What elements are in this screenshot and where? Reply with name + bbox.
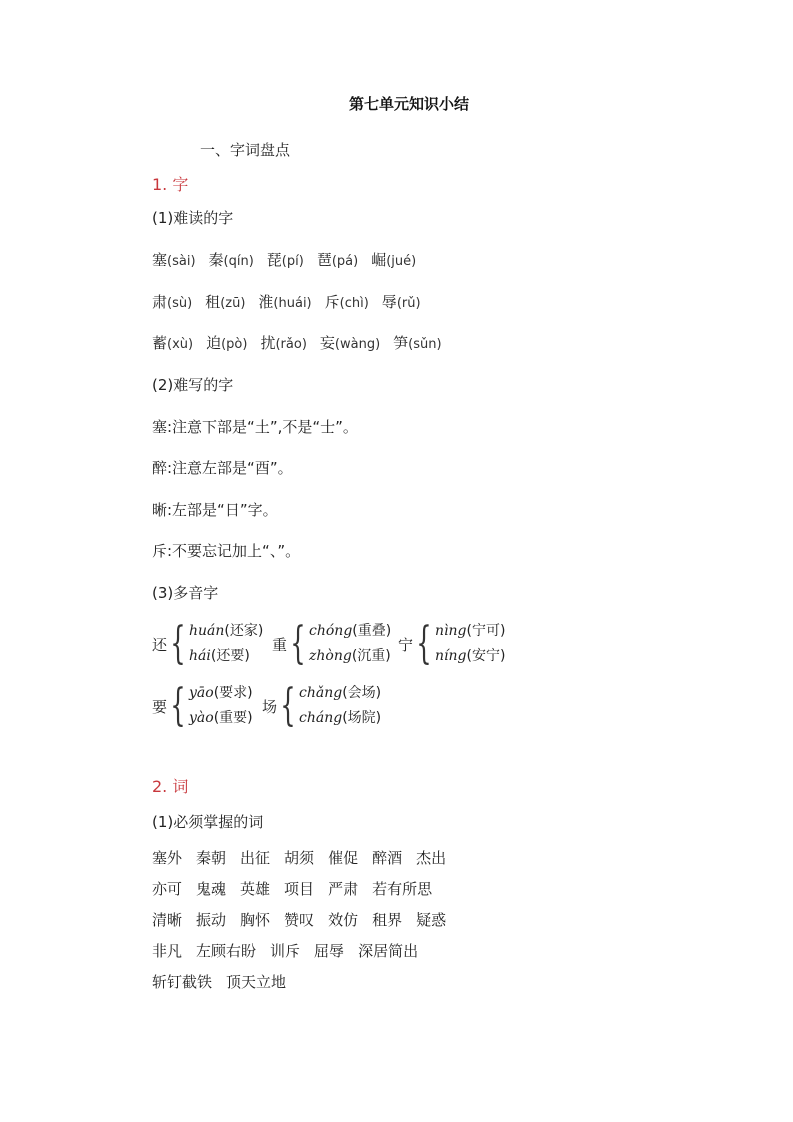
sub-heading-hard-to-write: (2)难写的字 <box>152 376 234 394</box>
polyphone-reading <box>299 706 381 731</box>
pinyin-item <box>260 332 306 353</box>
brace-icon: { <box>416 618 432 669</box>
reading-word: (宁可) <box>466 623 506 639</box>
word-row <box>152 909 460 930</box>
polyphone-reading <box>189 706 253 731</box>
pinyin: (rǔ) <box>396 296 421 311</box>
word-item: 严肃 <box>328 880 359 898</box>
pinyin: (wàng) <box>334 337 381 352</box>
word-item: 杰出 <box>416 849 447 867</box>
pinyin-row <box>152 332 455 353</box>
word-item: 效仿 <box>328 911 359 929</box>
polyphone-group <box>262 681 381 731</box>
reading-pinyin: cháng <box>299 710 343 726</box>
hanzi: 琶 <box>316 251 332 269</box>
polyphone-char: 重 <box>272 635 288 654</box>
reading-pinyin: hái <box>189 648 211 664</box>
reading-pinyin: nìng <box>435 623 467 639</box>
pinyin-item <box>382 291 421 312</box>
hanzi: 蓄 <box>152 334 168 352</box>
reading-pinyin: chǎng <box>299 685 343 701</box>
hanzi: 扰 <box>260 334 276 352</box>
polyphone-reading <box>189 619 263 644</box>
pinyin: (sǔn) <box>408 337 442 352</box>
word-row <box>152 847 460 868</box>
pinyin-item <box>320 332 380 353</box>
polyphone-group <box>398 619 505 669</box>
polyphone-reading <box>189 681 253 706</box>
hanzi: 迫 <box>206 334 222 352</box>
pinyin-item <box>371 249 416 270</box>
word-item: 胸怀 <box>240 911 271 929</box>
word-item: 英雄 <box>240 880 271 898</box>
hanzi: 辱 <box>381 293 397 311</box>
pinyin: (rǎo) <box>275 337 307 352</box>
word-row <box>152 971 300 992</box>
polyphone-reading <box>189 644 263 669</box>
word-item: 出征 <box>240 849 271 867</box>
word-item: 亦可 <box>152 880 183 898</box>
word-item: 屈辱 <box>314 942 345 960</box>
polyphone-reading <box>299 681 381 706</box>
pinyin: (qín) <box>223 254 254 269</box>
pinyin: (jué) <box>386 254 417 269</box>
word-row <box>152 940 432 961</box>
pinyin-item <box>152 291 192 312</box>
pinyin: (zū) <box>220 296 246 311</box>
pinyin: (sài) <box>167 254 196 269</box>
word-item: 鬼魂 <box>196 880 227 898</box>
pinyin-row <box>152 249 429 270</box>
reading-word: (沉重) <box>351 648 391 664</box>
pinyin-item <box>152 332 193 353</box>
heading-ci: 2. 词 <box>152 777 189 796</box>
hanzi: 琵 <box>266 251 282 269</box>
pinyin-item <box>317 249 358 270</box>
reading-word: (还家) <box>224 623 264 639</box>
polyphone-group <box>152 619 263 669</box>
reading-pinyin: huán <box>189 623 225 639</box>
word-item: 项目 <box>284 880 315 898</box>
pinyin: (pí) <box>281 254 304 269</box>
polyphone-char: 要 <box>152 697 168 716</box>
pinyin-item <box>267 249 304 270</box>
polyphone-char: 场 <box>262 697 278 716</box>
polyphone-char: 宁 <box>398 635 414 654</box>
word-row <box>152 878 446 899</box>
writing-note: 晰:左部是“日”字。 <box>152 501 278 519</box>
page-title: 第七单元知识小结 <box>349 95 470 113</box>
word-item: 斩钉截铁 <box>152 973 213 991</box>
word-item: 秦朝 <box>196 849 227 867</box>
pinyin: (xù) <box>167 337 194 352</box>
hanzi: 崛 <box>371 251 387 269</box>
pinyin: (pò) <box>221 337 248 352</box>
pinyin-item <box>209 249 254 270</box>
word-item: 赞叹 <box>284 911 315 929</box>
word-item: 催促 <box>328 849 359 867</box>
word-item: 清晰 <box>152 911 183 929</box>
brace-icon: { <box>280 680 296 731</box>
brace-icon: { <box>170 680 186 731</box>
reading-pinyin: yào <box>189 710 214 726</box>
pinyin-item <box>152 249 196 270</box>
word-item: 胡须 <box>284 849 315 867</box>
sub-heading-hard-to-read: (1)难读的字 <box>152 209 234 227</box>
hanzi: 斥 <box>324 293 340 311</box>
word-item: 醉酒 <box>372 849 403 867</box>
reading-pinyin: níng <box>435 648 467 664</box>
reading-word: (还要) <box>210 648 250 664</box>
word-item: 左顾右盼 <box>196 942 257 960</box>
hanzi: 淮 <box>258 293 274 311</box>
word-item: 振动 <box>196 911 227 929</box>
word-item: 疑惑 <box>416 911 447 929</box>
polyphone-group <box>152 681 253 731</box>
sub-heading-polyphones: (3)多音字 <box>152 584 219 602</box>
word-item: 塞外 <box>152 849 183 867</box>
reading-pinyin: chóng <box>309 623 353 639</box>
sub-heading-must-know-words: (1)必须掌握的词 <box>152 813 264 831</box>
heading-zi: 1. 字 <box>152 175 189 194</box>
writing-note: 塞:注意下部是“土”,不是“士”。 <box>152 418 358 436</box>
section-heading-1: 一、字词盘点 <box>200 141 291 159</box>
polyphone-reading <box>309 619 391 644</box>
word-item: 顶天立地 <box>226 973 287 991</box>
pinyin-item <box>393 332 441 353</box>
pinyin-item <box>325 291 369 312</box>
hanzi: 塞 <box>152 251 168 269</box>
pinyin: (sù) <box>167 296 193 311</box>
polyphone-reading <box>435 619 505 644</box>
word-item: 非凡 <box>152 942 183 960</box>
pinyin: (pá) <box>331 254 359 269</box>
reading-pinyin: zhòng <box>309 648 352 664</box>
pinyin-item <box>205 291 245 312</box>
brace-icon: { <box>290 618 306 669</box>
reading-word: (重叠) <box>352 623 392 639</box>
pinyin-item <box>258 291 311 312</box>
reading-word: (会场) <box>342 685 382 701</box>
writing-note: 醉:注意左部是“酉”。 <box>152 459 293 477</box>
word-item: 若有所思 <box>372 880 433 898</box>
polyphone-reading <box>309 644 391 669</box>
hanzi: 妄 <box>319 334 335 352</box>
reading-word: (安宁) <box>466 648 506 664</box>
pinyin: (huái) <box>273 296 312 311</box>
reading-pinyin: yāo <box>189 685 214 701</box>
hanzi: 肃 <box>152 293 168 311</box>
word-item: 训斥 <box>270 942 301 960</box>
reading-word: (场院) <box>342 710 382 726</box>
reading-word: (重要) <box>213 710 253 726</box>
polyphone-group <box>272 619 391 669</box>
writing-note: 斥:不要忘记加上“、”。 <box>152 542 301 560</box>
reading-word: (要求) <box>213 685 253 701</box>
word-item: 租界 <box>372 911 403 929</box>
polyphone-char: 还 <box>152 635 168 654</box>
pinyin: (chì) <box>339 296 369 311</box>
word-item: 深居简出 <box>358 942 419 960</box>
hanzi: 笋 <box>393 334 409 352</box>
hanzi: 秦 <box>208 251 224 269</box>
hanzi: 租 <box>205 293 221 311</box>
pinyin-row <box>152 291 434 312</box>
polyphone-reading <box>435 644 505 669</box>
pinyin-item <box>206 332 247 353</box>
brace-icon: { <box>170 618 186 669</box>
